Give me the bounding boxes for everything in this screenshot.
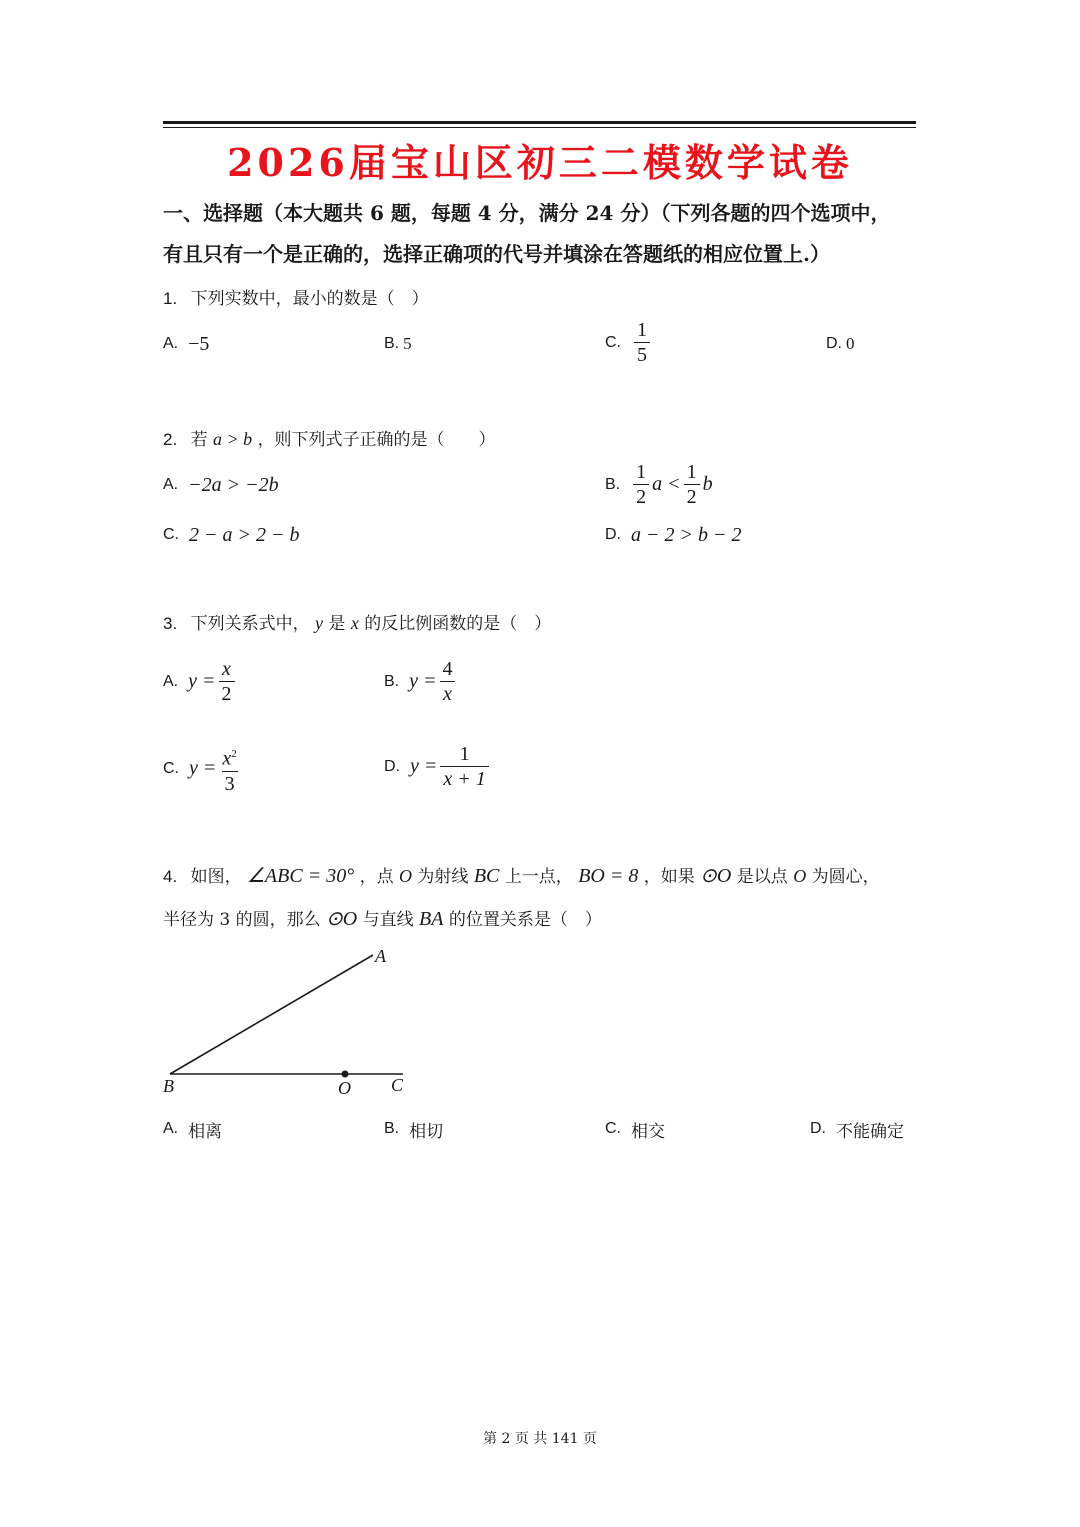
question-4-line2: 半径为 3 的圆，那么 ⊙O 与直线 BA 的位置关系是（ ） [163, 908, 602, 930]
ray-ba [170, 955, 373, 1074]
question-2: 2. 若 a > b ，则下列式子正确的是（ ） [163, 429, 496, 450]
question-number: 1. [163, 289, 178, 308]
q2-option-b: B. $\frac{1}{2}$ a < $\frac{1}{2}$ b [605, 461, 713, 508]
q1-option-d: D. 0 [826, 334, 855, 353]
question-1 [163, 284, 429, 309]
label-o: O [338, 1078, 351, 1098]
point-o [342, 1071, 349, 1078]
q3-option-a: A. y = $\frac{x}{2}$ [163, 657, 238, 706]
q1-option-a: A. −5 [163, 332, 210, 355]
section-heading-line1: 一、选择题（本大题共 6 题，每题 4 分，满分 24 分）（下列各题的四个选项中， [163, 201, 891, 225]
header-rule-thick [163, 121, 916, 124]
label-a: A [375, 946, 386, 966]
angle-figure [155, 940, 425, 1100]
q3-option-d: D. y = $\frac{1}{x + 1}$ [384, 742, 492, 791]
label-c: C [391, 1075, 404, 1095]
page-footer: 第 2 页 共 141 页 [483, 1431, 597, 1447]
label-b: B [163, 1076, 174, 1096]
question-3: 3. 下列关系式中， y 是 x 的反比例函数的是（ ） [163, 613, 552, 634]
header-rule-thin [163, 127, 916, 128]
q2-option-a: A. −2a > −2b [163, 473, 279, 496]
q2-option-c: C. 2 − a > 2 − b [163, 523, 300, 546]
q3-option-c: C. y = $\frac{x^2}{3}$ [163, 747, 237, 795]
q1-option-c: C. $\frac{1}{5}$ [605, 318, 653, 367]
q4-option-c: C. 相交 [605, 1120, 665, 1142]
q2-option-d: D. a − 2 > b − 2 [605, 523, 742, 546]
page-title: 2026届宝山区初三二模数学试卷 [227, 140, 853, 185]
fraction: $\frac{1}{5}$ [634, 318, 650, 367]
question-stem: 下列实数中，最小的数是（ ） [190, 289, 429, 309]
section-heading-line2: 有且只有一个是正确的，选择正确项的代号并填涂在答题纸的相应位置上.） [163, 242, 830, 266]
question-4-line1: 4. 如图， ∠ABC = 30° ，点 O 为射线 BC 上一点， BO = 8 ，如果 ⊙O 是以点 O 为圆心， [163, 865, 880, 887]
q4-option-b: B. 相切 [384, 1120, 444, 1142]
q4-option-d: D. 不能确定 [810, 1120, 904, 1142]
q3-option-b: B. y = $\frac{4}{x}$ [384, 657, 459, 706]
q1-option-b: B. 5 [384, 334, 412, 353]
q4-option-a: A. 相离 [163, 1120, 223, 1142]
